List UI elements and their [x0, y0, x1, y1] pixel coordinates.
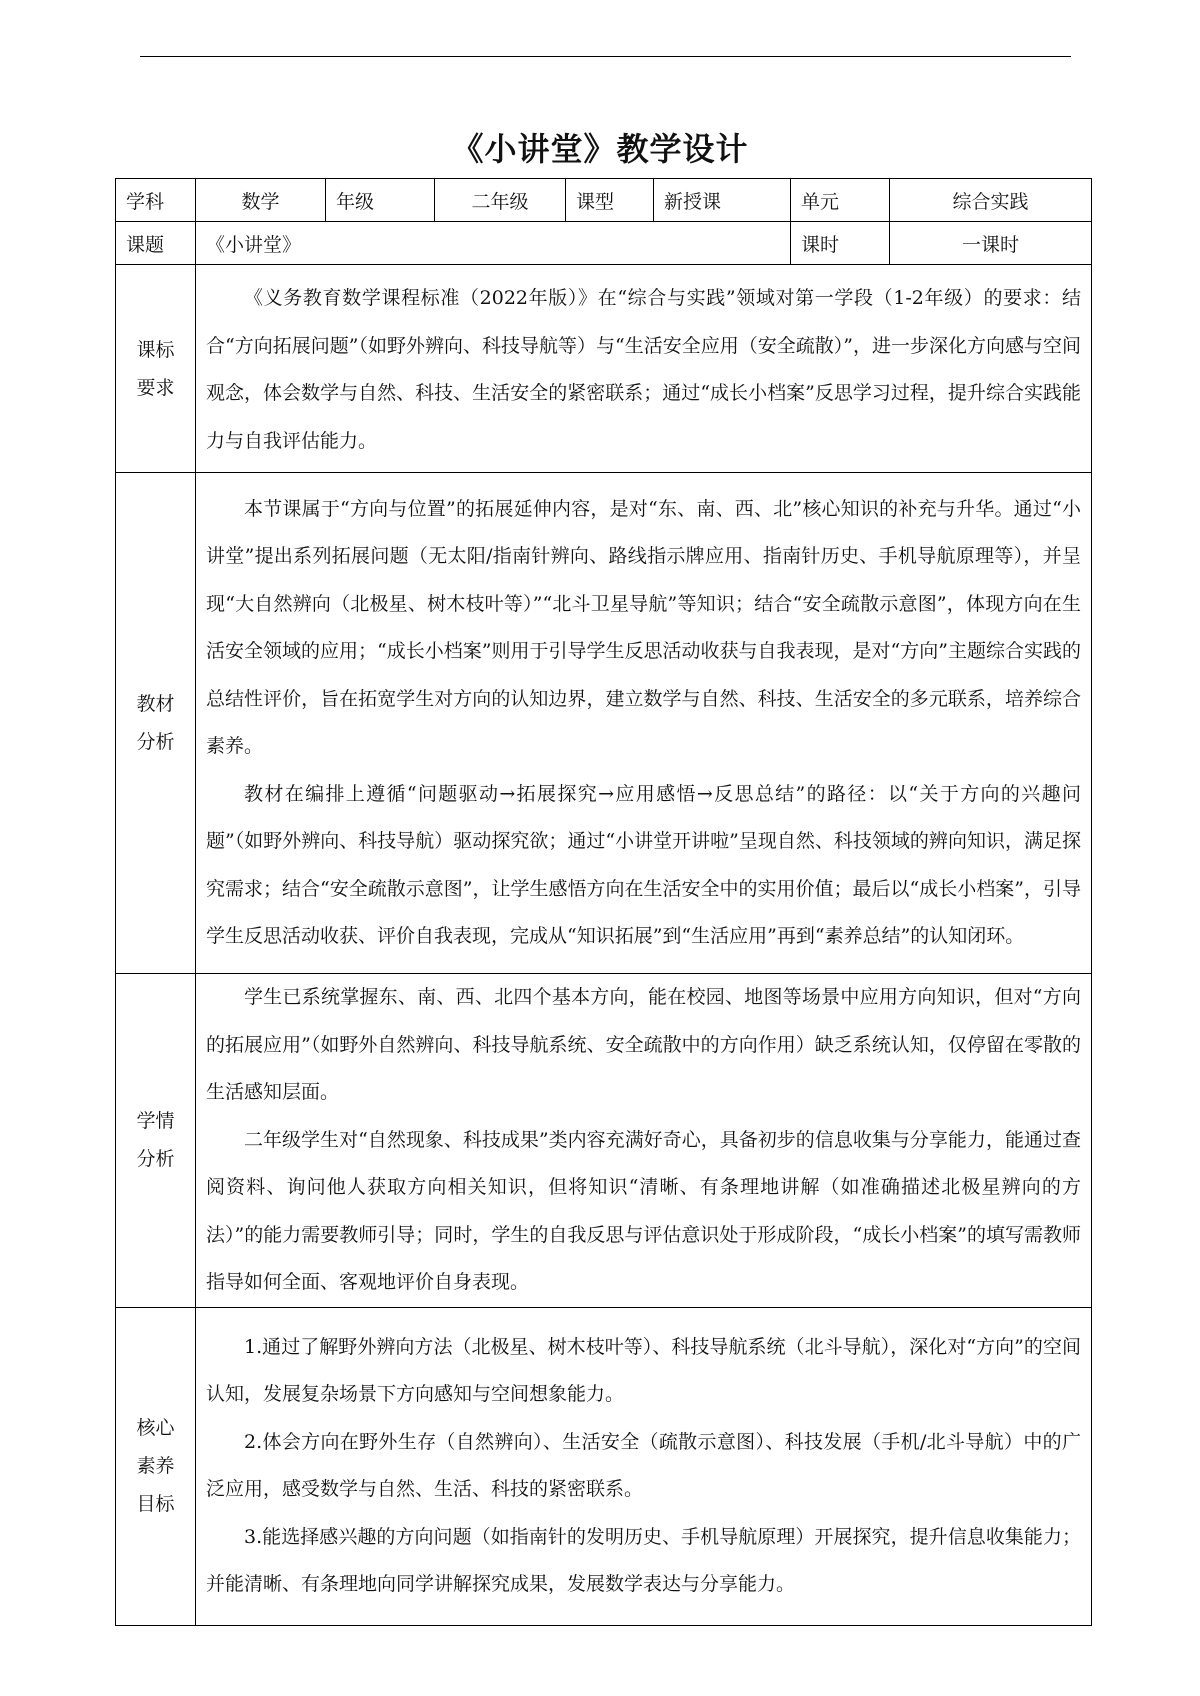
textbook-paragraph: 本节课属于“方向与位置”的拓展延伸内容，是对“东、南、西、北”核心知识的补充与升华。通过“小讲堂”提出系列拓展问题（无太阳/指南针辨向、路线指示牌应用、指南针历史、手机导航原理等），并呈现“大自然辨向（北极星、树木枝叶等）”“北斗卫星导航”等知识；结合“安全疏散示意图”，体现方向在生活安全领域的应用；“成长小档案”则用于引导学生反思活动收获与自我表现，是对“方向”主题综合实践的总结性评价，旨在拓宽学生对方向的认知边界，建立数学与自然、科技、生活安全的多元联系，培养综合素养。 — [206, 497, 1081, 757]
goals-label-line3: 目标 — [136, 1493, 175, 1515]
document-title: 《小讲堂》教学设计 — [451, 130, 749, 168]
period-value: 一课时 — [890, 222, 1092, 265]
students-label — [116, 974, 196, 1308]
students-row — [116, 974, 1092, 1308]
goals-row — [116, 1307, 1092, 1625]
goal-item: 2.体会方向在野外生存（自然辨向）、生活安全（疏散示意图）、科技发展（手机/北斗导航）中的广泛应用，感受数学与自然、生活、科技的紧密联系。 — [206, 1430, 1081, 1500]
textbook-label-line1: 教材 — [136, 693, 175, 715]
goals-label — [116, 1307, 196, 1625]
standards-row — [116, 265, 1092, 473]
goals-content — [196, 1307, 1092, 1625]
students-paragraph: 二年级学生对“自然现象、科技成果”类内容充满好奇心，具备初步的信息收集与分享能力，能通过查阅资料、询问他人获取方向相关知识，但将知识“清晰、有条理地讲解（如准确描述北极星辨向的方法）”的能力需要教师引导；同时，学生的自我反思与评估意识处于形成阶段，“成长小档案”的填写需教师指导如何全面、客观地评价自身表现。 — [206, 1128, 1081, 1293]
standards-label-line1: 课标 — [136, 338, 175, 361]
unit-label: 单元 — [791, 179, 890, 222]
textbook-row — [116, 473, 1092, 974]
students-label-line1: 学情 — [136, 1110, 175, 1133]
header-rule — [140, 56, 1071, 57]
textbook-paragraph: 教材在编排上遵循“问题驱动→拓展探究→应用感悟→反思总结”的路径：以“关于方向的兴趣问题”（如野外辨向、科技导航）驱动探究欲；通过“小讲堂开讲啦”呈现自然、科技领域的辨向知识，满足探究需求；结合“安全疏散示意图”，让学生感悟方向在生活安全中的实用价值；最后以“成长小档案”，引导学生反思活动收获、评价自我表现，完成从“知识拓展”到“生活应用”再到“素养总结”的认知闭环。 — [206, 782, 1081, 947]
standards-label — [116, 265, 196, 473]
topic-row — [116, 222, 1092, 265]
subject-label: 学科 — [116, 179, 196, 222]
students-label-line2: 分析 — [136, 1148, 175, 1171]
subject-value: 数学 — [196, 179, 326, 222]
grade-label: 年级 — [326, 179, 435, 222]
lesson-type-value: 新授课 — [654, 179, 791, 222]
standards-content — [196, 265, 1092, 473]
unit-value: 综合实践 — [890, 179, 1092, 222]
students-paragraph: 学生已系统掌握东、南、西、北四个基本方向，能在校园、地图等场景中应用方向知识，但对“方向的拓展应用”（如野外自然辨向、科技导航系统、安全疏散中的方向作用）缺乏系统认知，仅停留在零散的生活感知层面。 — [206, 986, 1081, 1103]
goals-label-line2: 素养 — [136, 1455, 175, 1477]
period-label: 课时 — [791, 222, 890, 265]
standards-paragraph: 《义务教育数学课程标准（2022年版）》在“综合与实践”领域对第一学段（1-2年级）的要求：结合“方向拓展问题”（如野外辨向、科技导航等）与“生活安全应用（安全疏散）”，进一步深化方向感与空间观念，体会数学与自然、科技、生活安全的紧密联系；通过“成长小档案”反思学习过程，提升综合实践能力与自我评估能力。 — [206, 287, 1081, 452]
textbook-content — [196, 473, 1092, 974]
goal-item: 1.通过了解野外辨向方法（北极星、树木枝叶等）、科技导航系统（北斗导航），深化对“方向”的空间认知，发展复杂场景下方向感知与空间想象能力。 — [206, 1335, 1081, 1405]
textbook-label-line2: 分析 — [136, 731, 175, 753]
students-content — [196, 974, 1092, 1308]
textbook-label — [116, 473, 196, 974]
goals-label-line1: 核心 — [136, 1417, 175, 1439]
grade-value: 二年级 — [435, 179, 566, 222]
topic-label: 课题 — [116, 222, 196, 265]
lesson-type-label: 课型 — [566, 179, 654, 222]
standards-label-line2: 要求 — [136, 376, 175, 399]
info-row — [116, 179, 1092, 222]
lesson-plan-table — [115, 178, 1092, 1626]
goal-item: 3.能选择感兴趣的方向问题（如指南针的发明历史、手机导航原理）开展探究，提升信息收集能力；并能清晰、有条理地向同学讲解探究成果，发展数学表达与分享能力。 — [206, 1525, 1081, 1595]
topic-value: 《小讲堂》 — [196, 222, 791, 265]
